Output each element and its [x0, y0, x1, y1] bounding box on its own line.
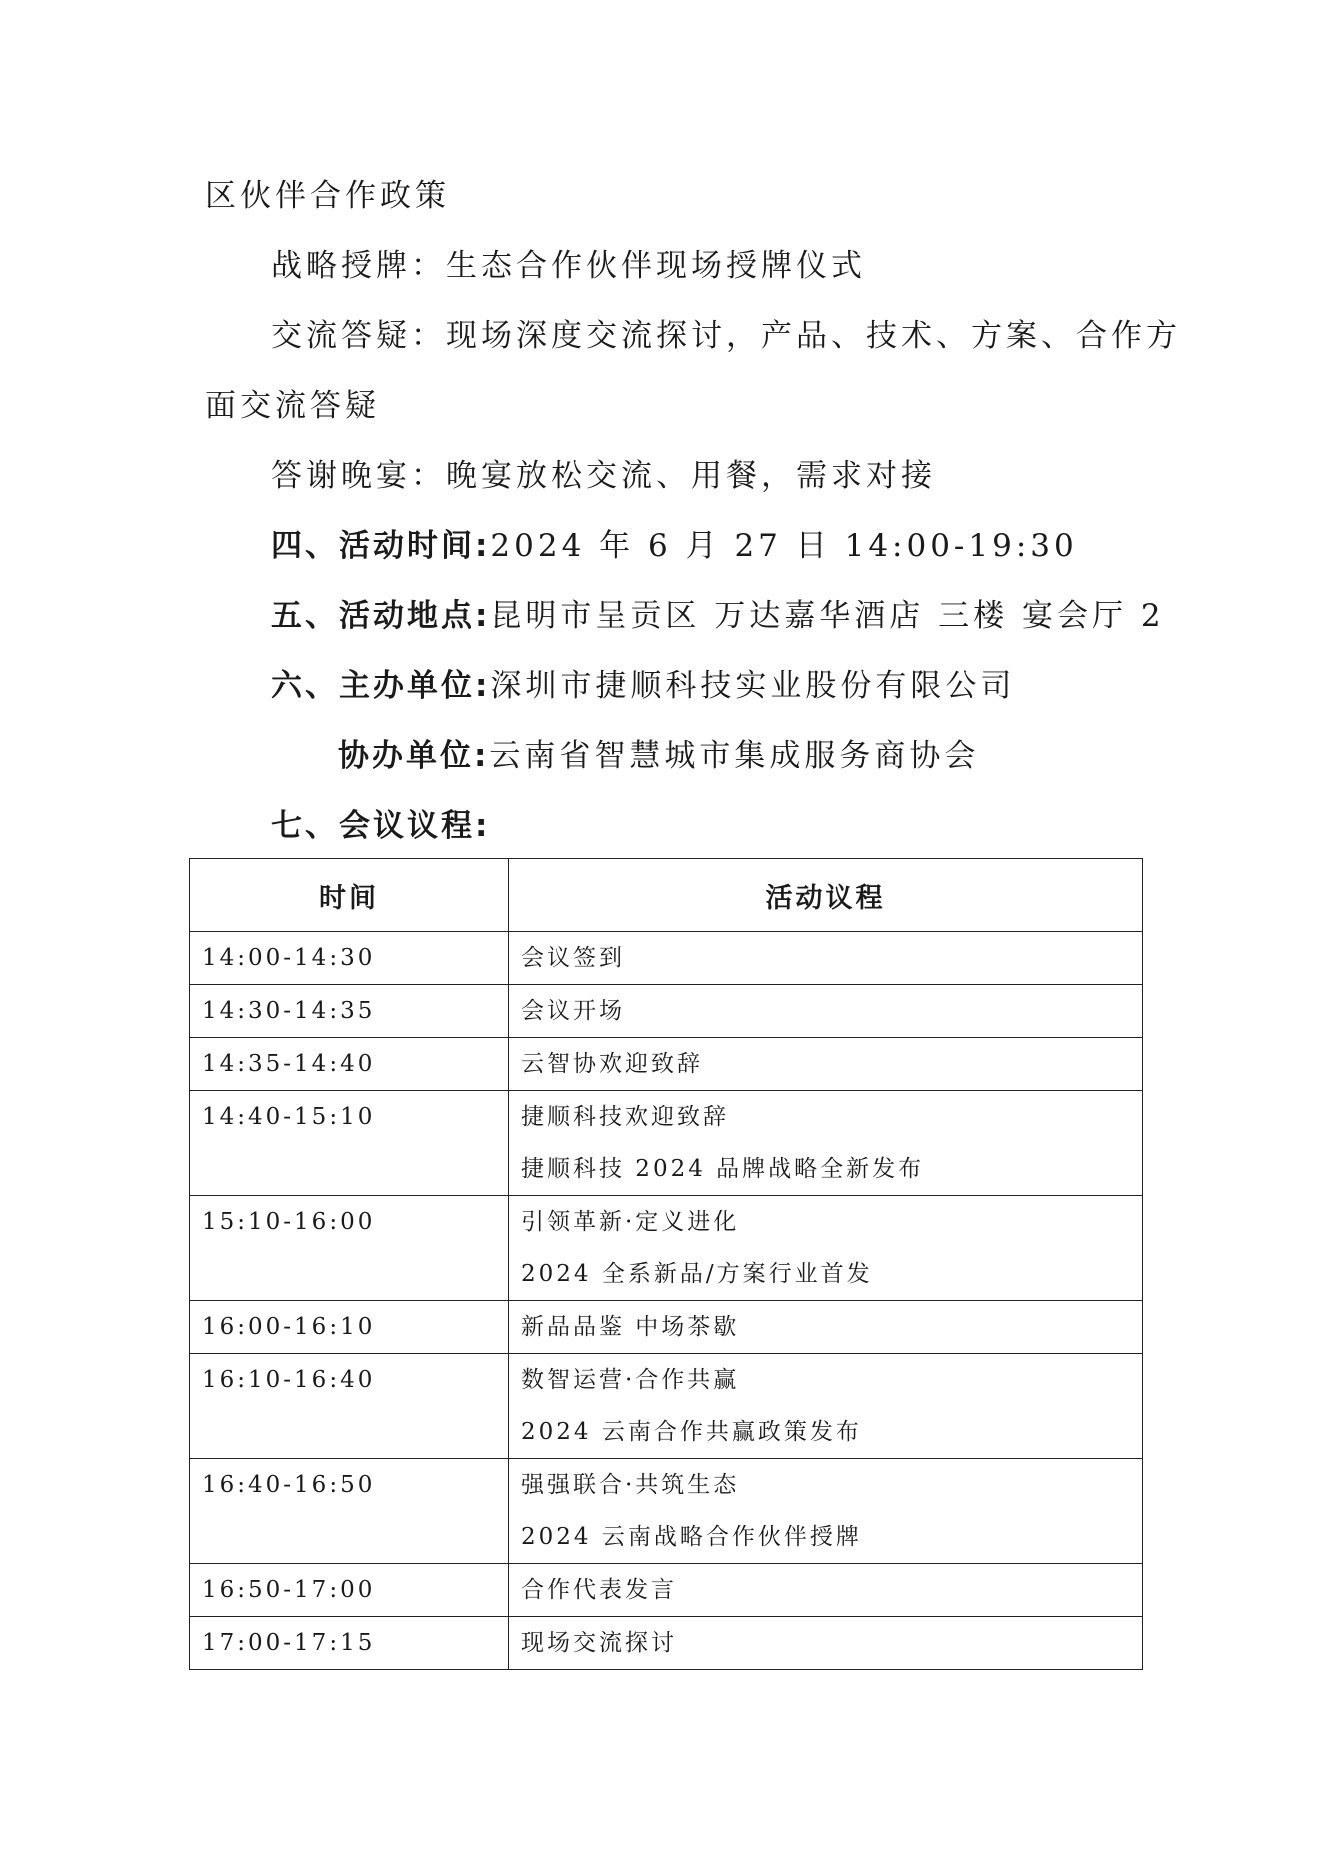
agenda-header-row	[190, 859, 1143, 932]
table-row	[190, 985, 1143, 1038]
body-line-3: 交流答疑：现场深度交流探讨，产品、技术、方案、合作方	[271, 318, 1181, 354]
agenda-time-cell	[190, 1617, 509, 1670]
agenda-activity-item: 2024 云南合作共赢政策发布	[521, 1419, 862, 1445]
agenda-table	[189, 858, 1143, 1670]
table-row	[190, 1091, 1143, 1196]
agenda-activity-item: 捷顺科技欢迎致辞	[521, 1104, 729, 1130]
section-venue-label: 五、活动地点:	[271, 598, 491, 634]
agenda-time-cell	[190, 932, 509, 985]
agenda-time-cell	[190, 1564, 509, 1617]
agenda-activity-cell	[509, 1038, 1143, 1091]
table-row	[190, 932, 1143, 985]
section-cohost	[338, 736, 979, 776]
agenda-activity-cell	[509, 1354, 1143, 1459]
agenda-activity-item: 数智运营·合作共赢	[521, 1367, 740, 1393]
section-venue-value: 昆明市呈贡区 万达嘉华酒店 三楼 宴会厅 2	[490, 598, 1165, 634]
agenda-activity-cell	[509, 1459, 1143, 1564]
table-row	[190, 1459, 1143, 1564]
agenda-activity-cell	[509, 932, 1143, 985]
section-time-label: 四、活动时间:	[271, 528, 491, 564]
agenda-activity-cell	[509, 1091, 1143, 1196]
agenda-activity-item: 捷顺科技 2024 品牌战略全新发布	[521, 1156, 925, 1182]
agenda-activity-cell	[509, 1301, 1143, 1354]
agenda-time: 14:35-14:40	[202, 1051, 376, 1077]
agenda-time-cell	[190, 1091, 509, 1196]
agenda-activity-item: 合作代表发言	[521, 1577, 677, 1603]
section-host-value: 深圳市捷顺科技实业股份有限公司	[490, 668, 1016, 704]
section-time	[271, 526, 1078, 566]
agenda-activity-cell	[509, 1196, 1143, 1301]
agenda-time-cell	[190, 1354, 509, 1459]
body-line-1: 区伙伴合作政策	[205, 178, 450, 214]
section-host-label: 六、主办单位:	[271, 668, 491, 704]
agenda-activity-cell	[509, 985, 1143, 1038]
section-cohost-label: 协办单位:	[338, 738, 490, 774]
agenda-header-activity: 活动议程	[509, 859, 1143, 932]
agenda-activity-item: 2024 云南战略合作伙伴授牌	[521, 1524, 862, 1550]
agenda-activity-item: 新品品鉴 中场茶歇	[521, 1314, 740, 1340]
agenda-time: 16:40-16:50	[202, 1472, 376, 1498]
agenda-rows	[190, 932, 1143, 1670]
section-cohost-value: 云南省智慧城市集成服务商协会	[489, 738, 980, 774]
agenda-time: 16:10-16:40	[202, 1367, 376, 1393]
agenda-header-time: 时间	[190, 859, 509, 932]
agenda-time: 14:30-14:35	[202, 998, 376, 1024]
table-row	[190, 1038, 1143, 1091]
agenda-activity-item: 引领革新·定义进化	[521, 1209, 740, 1235]
section-venue	[271, 596, 1165, 636]
table-row	[190, 1196, 1143, 1301]
table-row	[190, 1617, 1143, 1670]
agenda-time: 17:00-17:15	[202, 1630, 376, 1656]
agenda-activity-item: 强强联合·共筑生态	[521, 1472, 740, 1498]
agenda-time: 16:00-16:10	[202, 1314, 376, 1340]
body-line-4: 面交流答疑	[205, 388, 380, 424]
section-host	[271, 666, 1015, 706]
agenda-time-cell	[190, 1038, 509, 1091]
agenda-activity-item: 会议签到	[521, 945, 625, 971]
section-time-value: 2024 年 6 月 27 日 14:00-19:30	[490, 528, 1078, 564]
agenda-activity-cell	[509, 1617, 1143, 1670]
table-row	[190, 1354, 1143, 1459]
table-row	[190, 1564, 1143, 1617]
agenda-time-cell	[190, 1459, 509, 1564]
agenda-activity-item: 现场交流探讨	[521, 1630, 677, 1656]
section-agenda-heading: 七、会议议程:	[271, 808, 491, 844]
agenda-time: 14:00-14:30	[202, 945, 376, 971]
body-line-2: 战略授牌：生态合作伙伴现场授牌仪式	[271, 248, 866, 284]
agenda-activity-cell	[509, 1564, 1143, 1617]
agenda-time-cell	[190, 1301, 509, 1354]
table-row	[190, 1301, 1143, 1354]
agenda-time: 15:10-16:00	[202, 1209, 376, 1235]
agenda-activity-item: 2024 全系新品/方案行业首发	[521, 1261, 873, 1287]
body-line-5: 答谢晚宴：晚宴放松交流、用餐，需求对接	[271, 458, 936, 494]
agenda-time-cell	[190, 985, 509, 1038]
agenda-activity-item: 会议开场	[521, 998, 625, 1024]
agenda-activity-item: 云智协欢迎致辞	[521, 1051, 703, 1077]
agenda-time: 16:50-17:00	[202, 1577, 376, 1603]
agenda-time: 14:40-15:10	[202, 1104, 376, 1130]
agenda-time-cell	[190, 1196, 509, 1301]
